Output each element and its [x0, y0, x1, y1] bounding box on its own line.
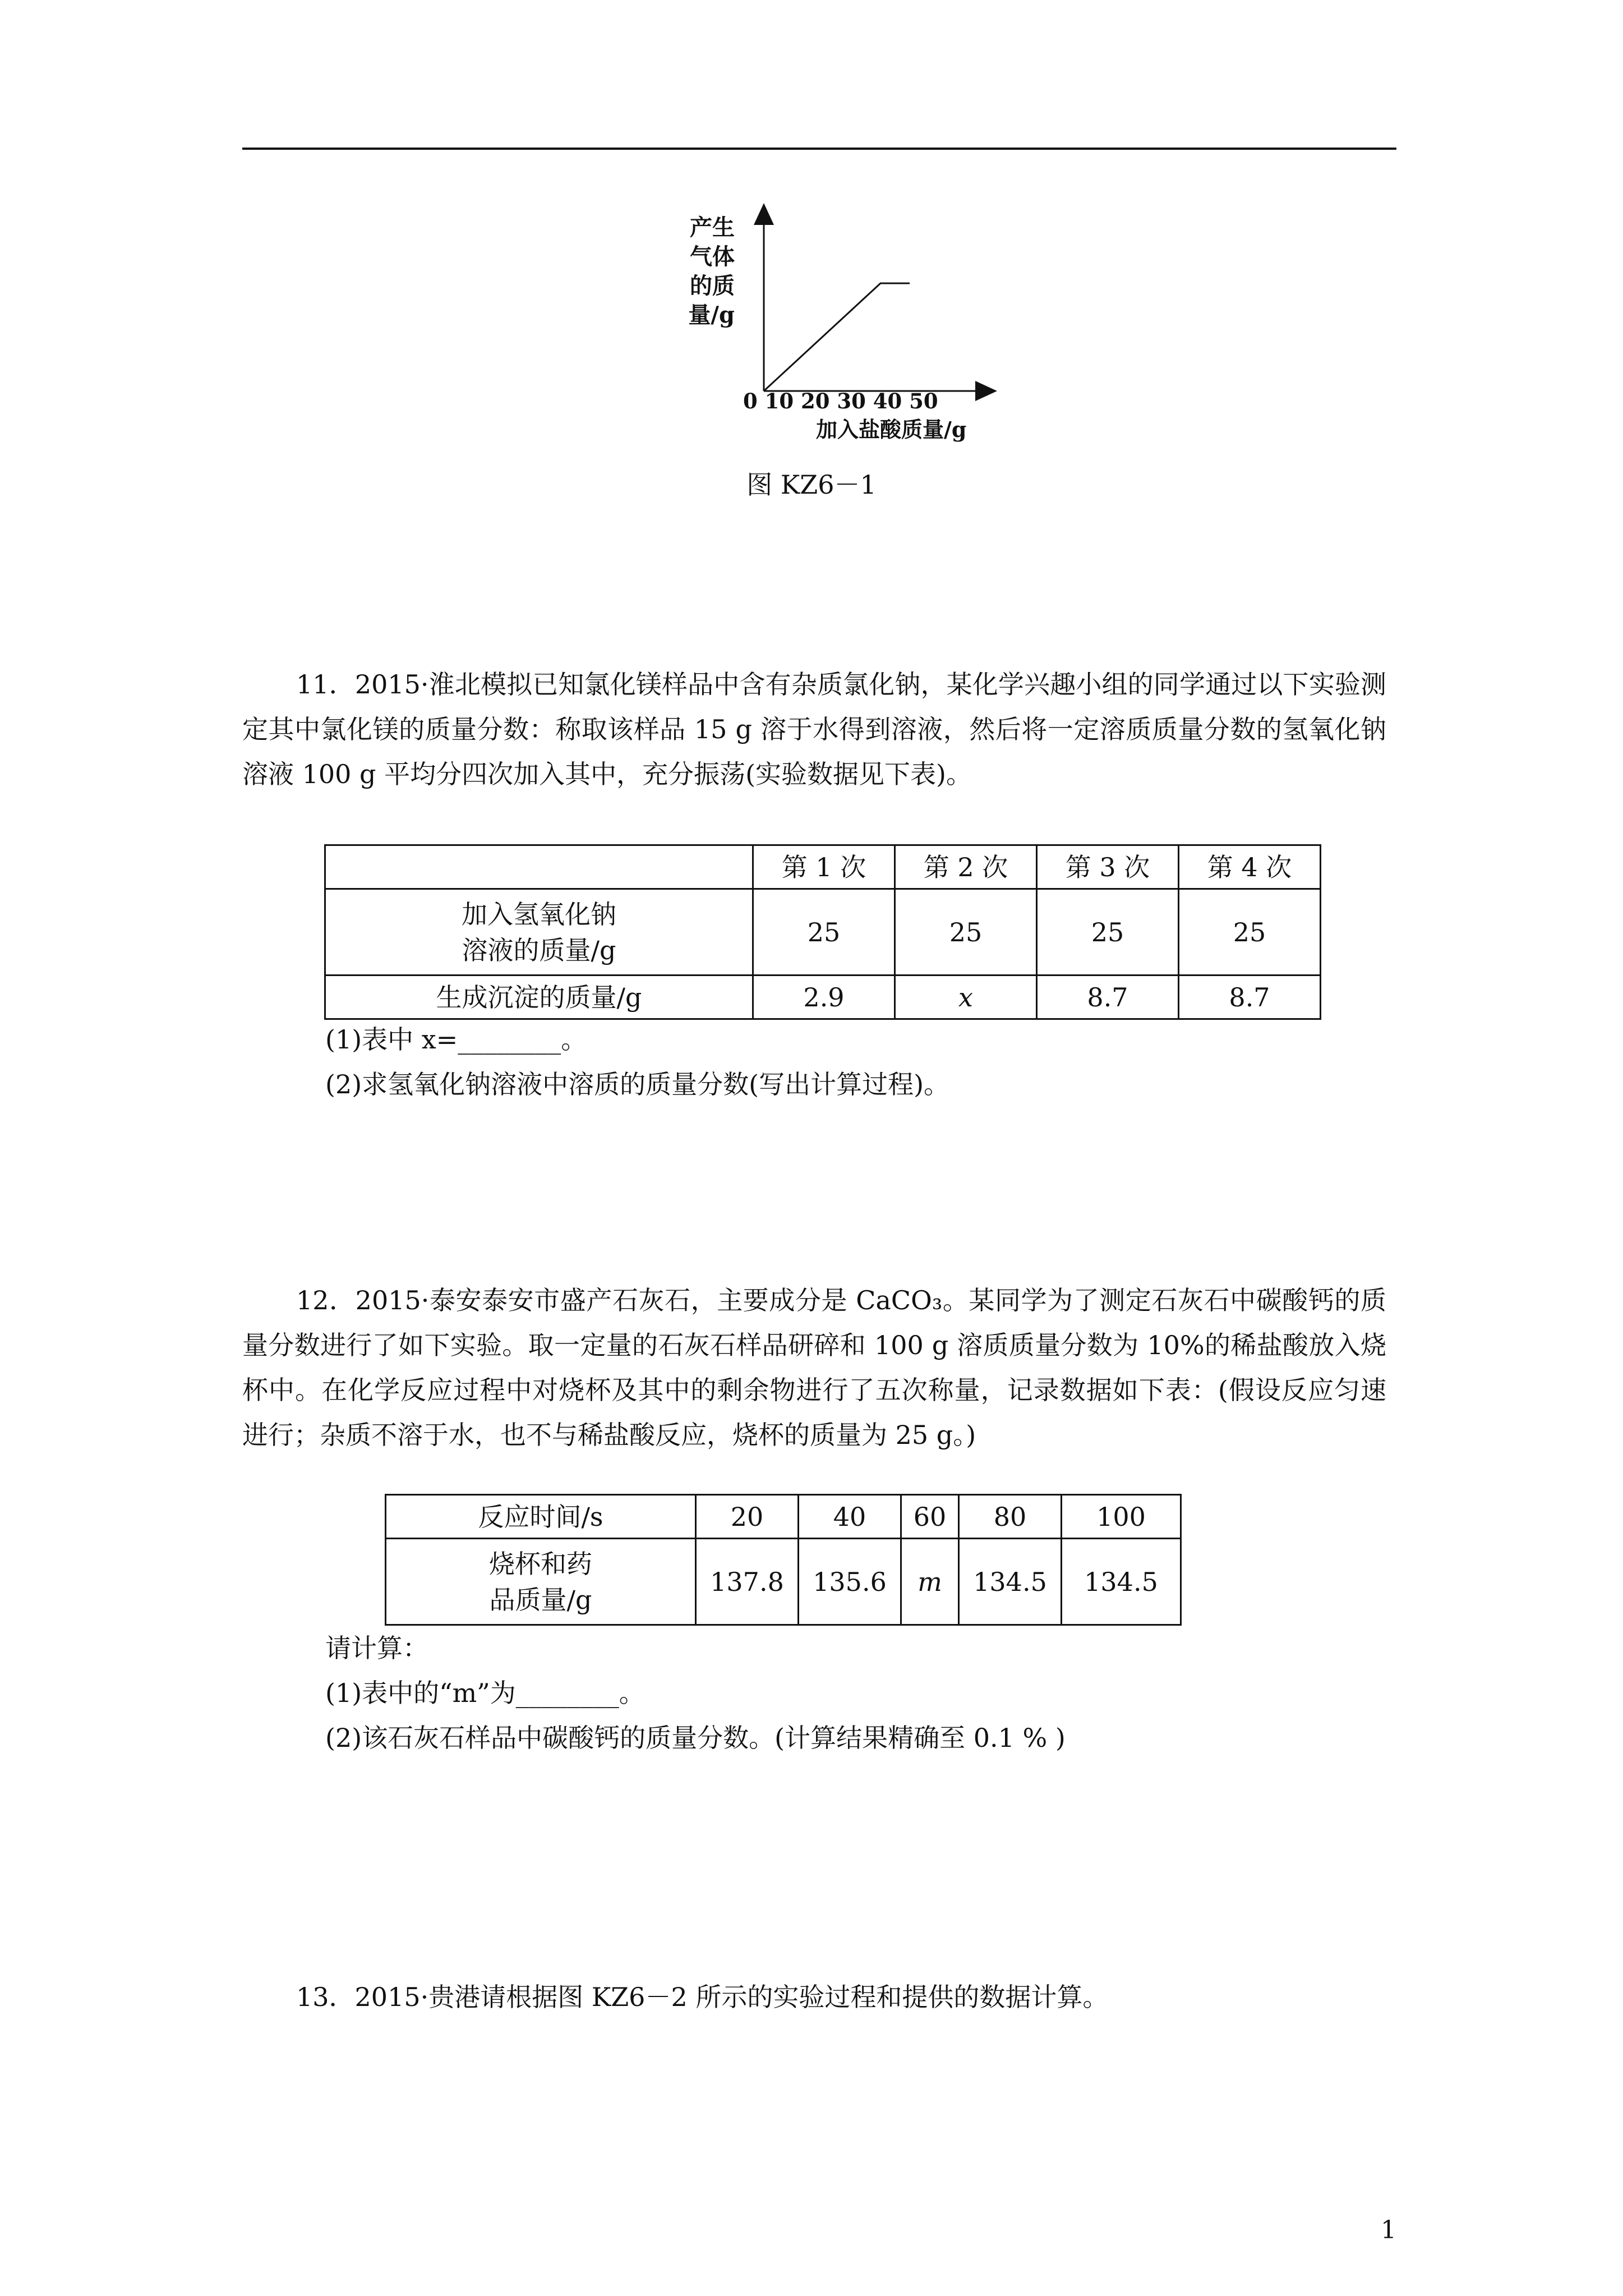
table-row: [325, 889, 1321, 976]
figure-kz6-1: [688, 202, 1009, 460]
y-label-line: 产生: [690, 214, 735, 241]
y-axis-label: [684, 213, 735, 330]
q11-intro: [242, 662, 1386, 797]
table-cell: 25: [1037, 889, 1179, 976]
q11-sub2: (2)求氢氧化钠溶液中溶质的质量分数(写出计算过程)。: [325, 1069, 950, 1099]
table-cell: 135.6: [799, 1539, 901, 1625]
y-label-line: 量/g: [688, 302, 735, 328]
table-cell: 8.7: [1179, 976, 1321, 1019]
row-label: 反应时间/s: [386, 1495, 696, 1539]
figure-caption: 图 KZ6－1: [746, 470, 877, 500]
q12-intro: [242, 1278, 1386, 1457]
table-cell: x: [895, 976, 1037, 1019]
table-cell: 25: [753, 889, 895, 976]
table-header: 第 3 次: [1037, 845, 1179, 889]
table-cell: 60: [901, 1495, 959, 1539]
row-label: [386, 1539, 696, 1625]
row-label-line: 加入氢氧化钠: [462, 899, 616, 930]
table-header: 第 2 次: [895, 845, 1037, 889]
table-cell: 137.8: [696, 1539, 799, 1625]
table-cell: 8.7: [1037, 976, 1179, 1019]
x-tick-labels: 0 10 20 30 40 50: [743, 389, 938, 413]
table-cell: 134.5: [1062, 1539, 1181, 1625]
table-cell: 20: [696, 1495, 799, 1539]
table-header: 第 1 次: [753, 845, 895, 889]
table-cell: 100: [1062, 1495, 1181, 1539]
table-cell: m: [901, 1539, 959, 1625]
table-cell: 25: [1179, 889, 1321, 976]
page-number: 1: [1381, 2216, 1396, 2244]
q13-intro-text: 13．2015·贵港请根据图 KZ6－2 所示的实验过程和提供的数据计算。: [296, 1982, 1109, 2012]
q12-sub2: (2)该石灰石样品中碳酸钙的质量分数。(计算结果精确至 0.1 % ): [325, 1723, 1066, 1753]
table-row: [386, 1495, 1181, 1539]
x-axis-label: 加入盐酸质量/g: [816, 417, 967, 442]
table-row: [386, 1539, 1181, 1625]
row-label-line: 溶液的质量/g: [462, 935, 616, 965]
table-header: 第 4 次: [1179, 845, 1321, 889]
table-row: [325, 845, 1321, 889]
q12-intro-text: 12．2015·泰安泰安市盛产石灰石，主要成分是 CaCO₃。某同学为了测定石灰石中碳酸钙的质量分数进行了如下实验。取一定量的石灰石样品研碎和 100 g 溶质质量分数为 10%的稀盐酸放入烧杯中。在化学反应过程中对烧杯及其中的剩余物进行了五次称量，记录数据如下表：(假设反应匀速进行；杂质不溶于水，也不与稀盐酸反应，烧杯的质量为 25 g。): [242, 1285, 1386, 1450]
table-row: [325, 976, 1321, 1019]
table-cell: [325, 845, 753, 889]
q13-intro: [242, 1975, 1386, 2019]
row-label: 生成沉淀的质量/g: [325, 976, 753, 1019]
table-cell: 25: [895, 889, 1037, 976]
y-label-line: 气体: [690, 243, 735, 270]
q12-table: [385, 1494, 1182, 1626]
table-cell: 134.5: [959, 1539, 1062, 1625]
q12-sub1: (1)表中的“m”为________。: [325, 1678, 645, 1708]
table-cell: 40: [799, 1495, 901, 1539]
q11-intro-text: 11．2015·淮北模拟已知氯化镁样品中含有杂质氯化钠，某化学兴趣小组的同学通过以下实验测定其中氯化镁的质量分数：称取该样品 15 g 溶于水得到溶液，然后将一定溶质质量分数的氢氧化钠溶液 100 g 平均分四次加入其中，充分振荡(实验数据见下表)。: [242, 669, 1386, 789]
row-label-line: 品质量/g: [489, 1584, 592, 1615]
header-rule: [242, 148, 1396, 150]
table-cell: 2.9: [753, 976, 895, 1019]
table-cell: 80: [959, 1495, 1062, 1539]
q12-lead: 请计算：: [325, 1633, 428, 1663]
row-label: [325, 889, 753, 976]
y-label-line: 的质: [690, 273, 735, 299]
gas-mass-line: [764, 283, 910, 391]
q11-table: [324, 844, 1321, 1020]
row-label-line: 烧杯和药: [489, 1548, 592, 1579]
q11-sub1: (1)表中 x=________。: [325, 1024, 587, 1055]
